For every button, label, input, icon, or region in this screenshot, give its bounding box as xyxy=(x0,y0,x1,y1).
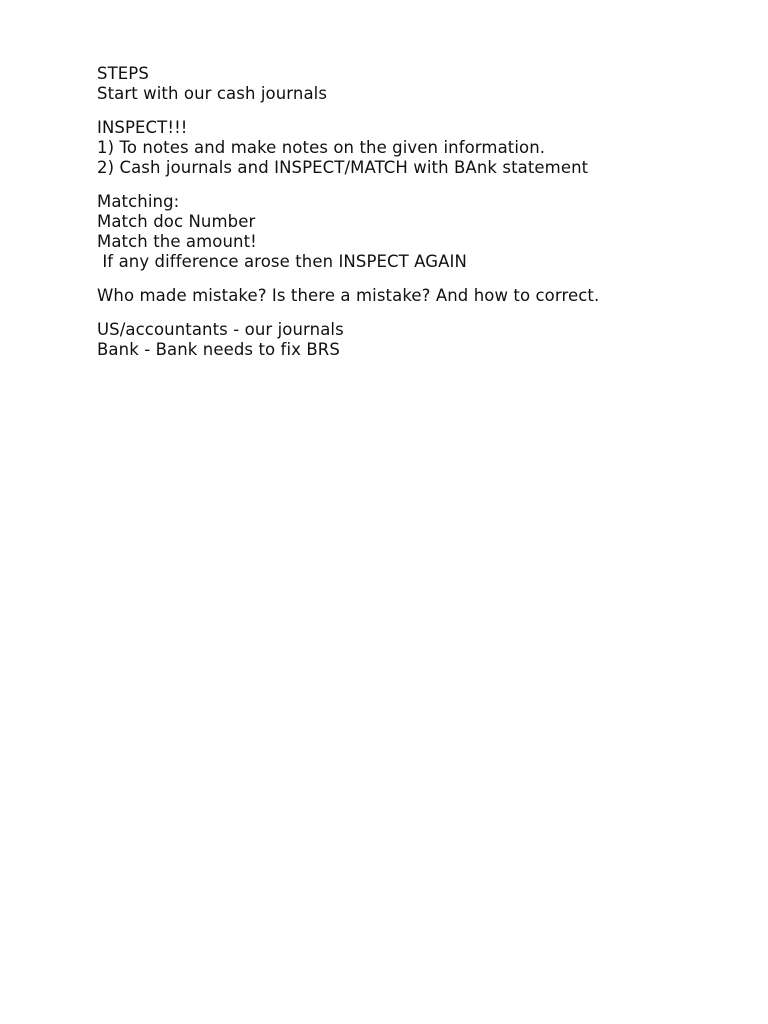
inspect-heading: INSPECT!!! xyxy=(97,118,188,137)
matching-line-2: Match the amount! xyxy=(97,232,257,251)
matching-line-3: If any difference arose then INSPECT AGAIN xyxy=(97,252,467,271)
inspect-item-1: 1) To notes and make notes on the given information. xyxy=(97,138,546,157)
question-line: Who made mistake? Is there a mistake? And how to correct. xyxy=(97,286,600,305)
steps-line: Start with our cash journals xyxy=(97,84,328,103)
parties-section xyxy=(97,320,737,360)
notes-body xyxy=(97,64,737,374)
inspect-section xyxy=(97,118,737,178)
parties-line-1: US/accountants - our journals xyxy=(97,320,344,339)
steps-heading: STEPS xyxy=(97,64,149,83)
matching-line-1: Match doc Number xyxy=(97,212,256,231)
parties-line-2: Bank - Bank needs to fix BRS xyxy=(97,340,340,359)
inspect-item-2: 2) Cash journals and INSPECT/MATCH with BAnk statement xyxy=(97,158,589,177)
matching-section xyxy=(97,192,737,272)
matching-heading: Matching: xyxy=(97,192,180,211)
steps-section xyxy=(97,64,737,104)
question-section xyxy=(97,286,737,306)
